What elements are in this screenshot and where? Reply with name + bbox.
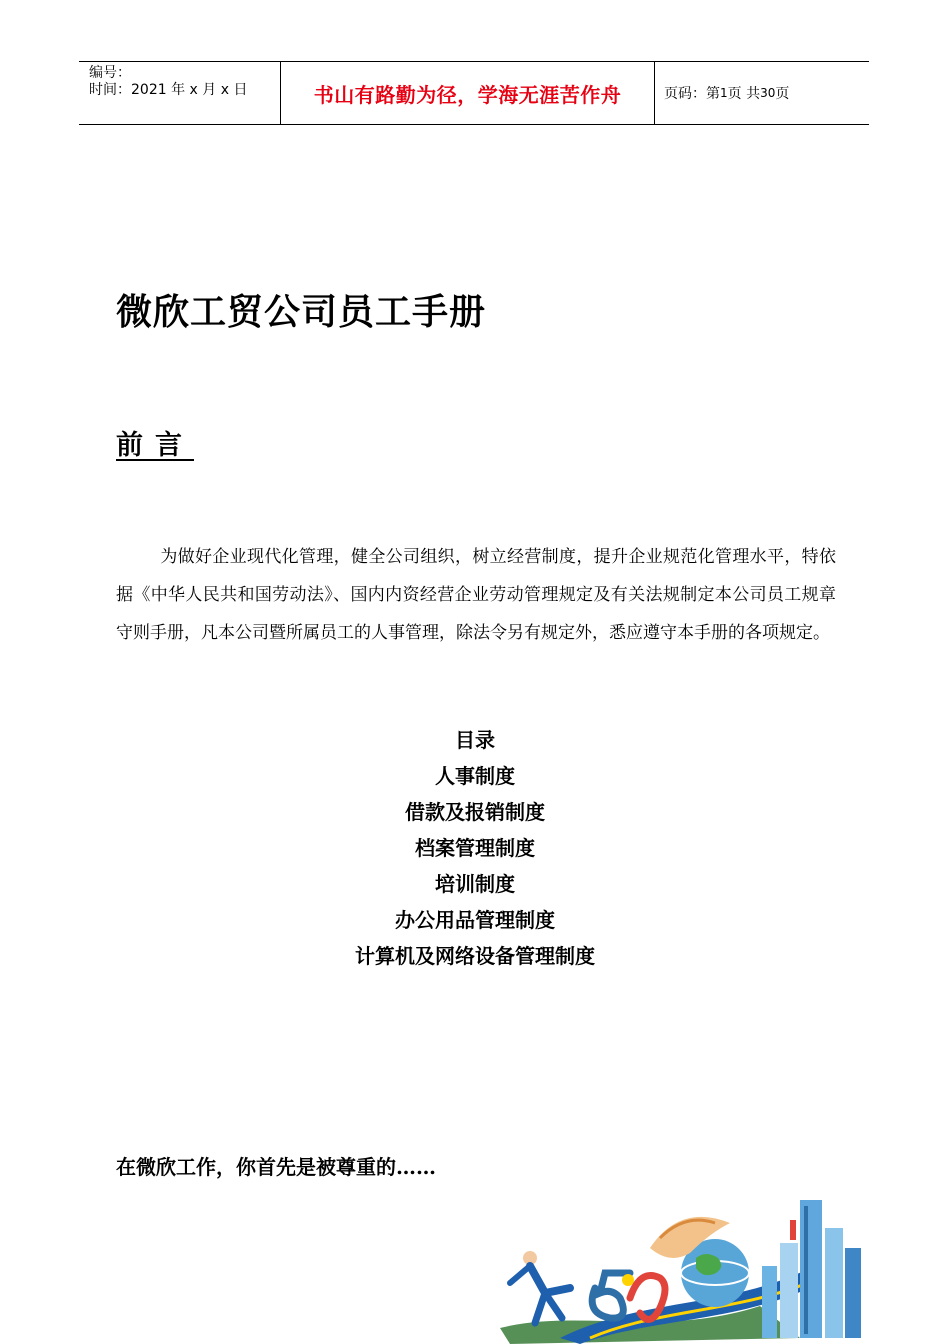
table-of-contents: [0, 722, 950, 974]
city-illustration: [500, 1188, 880, 1344]
header-motto: 书山有路勤为径，学海无涯苦作舟: [280, 62, 655, 124]
page-total: 30: [760, 86, 776, 100]
preface-heading: 前言: [116, 430, 194, 461]
toc-item[interactable]: 借款及报销制度: [405, 800, 545, 824]
page-suffix: 页: [775, 86, 790, 102]
toc-item[interactable]: 人事制度: [435, 764, 515, 788]
header-page-info: [654, 62, 869, 124]
page-header: [79, 61, 869, 125]
page-mid: 页 共: [727, 86, 761, 102]
header-meta: [79, 62, 279, 124]
document-time-label: 时间：2021 年 x 月 x 日: [89, 82, 248, 98]
page-current: 1: [720, 86, 728, 100]
toc-item[interactable]: 计算机及网络设备管理制度: [355, 944, 595, 968]
slogan: 在微欣工作，你首先是被尊重的……: [116, 1155, 436, 1179]
toc-item[interactable]: 培训制度: [435, 872, 515, 896]
document-number-label: 编号：: [89, 65, 131, 81]
document-title: 微欣工贸公司员工手册: [116, 291, 487, 333]
preface-text: 为做好企业现代化管理，健全公司组织，树立经营制度，提升企业规范化管理水平，特依据《中华人民共和国劳动法》、国内内资经营企业劳动管理规定及有关法规制定本公司员工规章守则手册，凡本公司暨所属员工的人事管理，除法令另有规定外，悉应遵守本手册的各项规定。: [116, 547, 836, 643]
toc-item[interactable]: 档案管理制度: [415, 836, 535, 860]
toc-heading: 目录: [455, 728, 495, 752]
preface-paragraph: [116, 538, 836, 652]
page-prefix: 页码：第: [664, 86, 720, 102]
toc-item[interactable]: 办公用品管理制度: [395, 908, 555, 932]
